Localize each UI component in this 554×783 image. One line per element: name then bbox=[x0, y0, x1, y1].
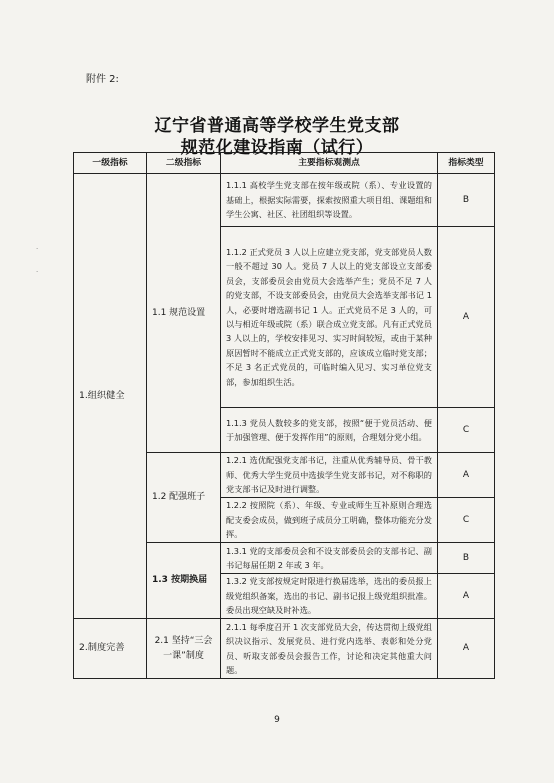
document-title-line-1: 辽宁省普通高等学校学生党支部 bbox=[154, 116, 400, 136]
indicator-table bbox=[73, 152, 495, 679]
column-header: 二级指标 bbox=[147, 153, 221, 174]
level2-cell: 1.3 按期换届 bbox=[147, 543, 221, 619]
type-cell: C bbox=[438, 408, 495, 453]
type-cell: C bbox=[438, 498, 495, 543]
page-number: 9 bbox=[274, 715, 280, 725]
type-cell: A bbox=[438, 227, 495, 408]
type-cell: A bbox=[438, 619, 495, 679]
observation-cell: 1.3.1 党的支部委员会和不设支部委员会的支部书记、副书记每届任期 2 年或 3 年。 bbox=[221, 543, 438, 574]
type-cell: A bbox=[438, 574, 495, 619]
type-cell: B bbox=[438, 543, 495, 574]
column-header: 一级指标 bbox=[74, 153, 147, 174]
scan-mark: · bbox=[36, 268, 39, 276]
table-row bbox=[74, 174, 495, 227]
level1-cell: 1.组织健全 bbox=[74, 174, 147, 619]
level1-cell: 2.制度完善 bbox=[74, 619, 147, 679]
observation-cell: 1.1.3 党员人数较多的党支部，按照“便于党员活动、便于加强管理、便于发挥作用”的原则，合理划分党小组。 bbox=[221, 408, 438, 453]
type-cell: B bbox=[438, 174, 495, 227]
table-row bbox=[74, 619, 495, 679]
attachment-label: 附件 2: bbox=[86, 74, 119, 85]
level2-cell: 1.2 配强班子 bbox=[147, 453, 221, 543]
observation-cell: 1.3.2 党支部按规定时限进行换届选举，选出的委员报上级党组织备案，选出的书记、副书记报上级党组织批准。委员出现空缺及时补选。 bbox=[221, 574, 438, 619]
level2-cell: 2.1 坚持“三会一课”制度 bbox=[147, 619, 221, 679]
column-header: 指标类型 bbox=[438, 153, 495, 174]
table-header-row bbox=[74, 153, 495, 174]
scan-mark: · bbox=[36, 245, 39, 253]
document-title-line-2: 规范化建设指南（试行） bbox=[180, 138, 374, 158]
observation-cell: 1.2.2 按照院（系）、年级、专业或师生互补原则合理选配支委会成员，做到班子成员分工明确，整体功能充分发挥。 bbox=[221, 498, 438, 543]
level2-cell: 1.1 规范设置 bbox=[147, 174, 221, 453]
type-cell: A bbox=[438, 453, 495, 498]
column-header: 主要指标观测点 bbox=[221, 153, 438, 174]
observation-cell: 1.2.1 选优配强党支部书记，注重从优秀辅导员、骨干教师、优秀大学生党员中选拔学生党支部书记，对不称职的党支部书记及时进行调整。 bbox=[221, 453, 438, 498]
observation-cell: 1.1.2 正式党员 3 人以上应建立党支部，党支部党员人数一般不超过 30 人。党员 7 人以上的党支部设立支部委员会，支部委员会由党员大会选举产生；党员不足 7 人的党支部，不设支部委员会，由党员大会选举支部书记 1 人，必要时增选副书记 1 人。正式党员不足 3 人的，可以与相近年级或院（系）联合成立党支部。凡有正式党员 3 人以上的，学校安排见习、实习时间较短，或由于某种原因暂时不能成立正式党支部的，应该成立临时党支部；不足 3 名正式党员的，可临时编入见习、实习单位党支部，参加组织生活。 bbox=[221, 227, 438, 408]
observation-cell: 2.1.1 每季度召开 1 次支部党员大会，传达贯彻上级党组织决议指示、发展党员、进行党内选举、表彰和处分党员、听取支部委员会报告工作，讨论和决定其他重大问题。 bbox=[221, 619, 438, 679]
observation-cell: 1.1.1 高校学生党支部在按年级或院（系）、专业设置的基础上，根据实际需要，探索按照重大项目组、课题组和学生公寓、社区、社团组织等设置。 bbox=[221, 174, 438, 227]
